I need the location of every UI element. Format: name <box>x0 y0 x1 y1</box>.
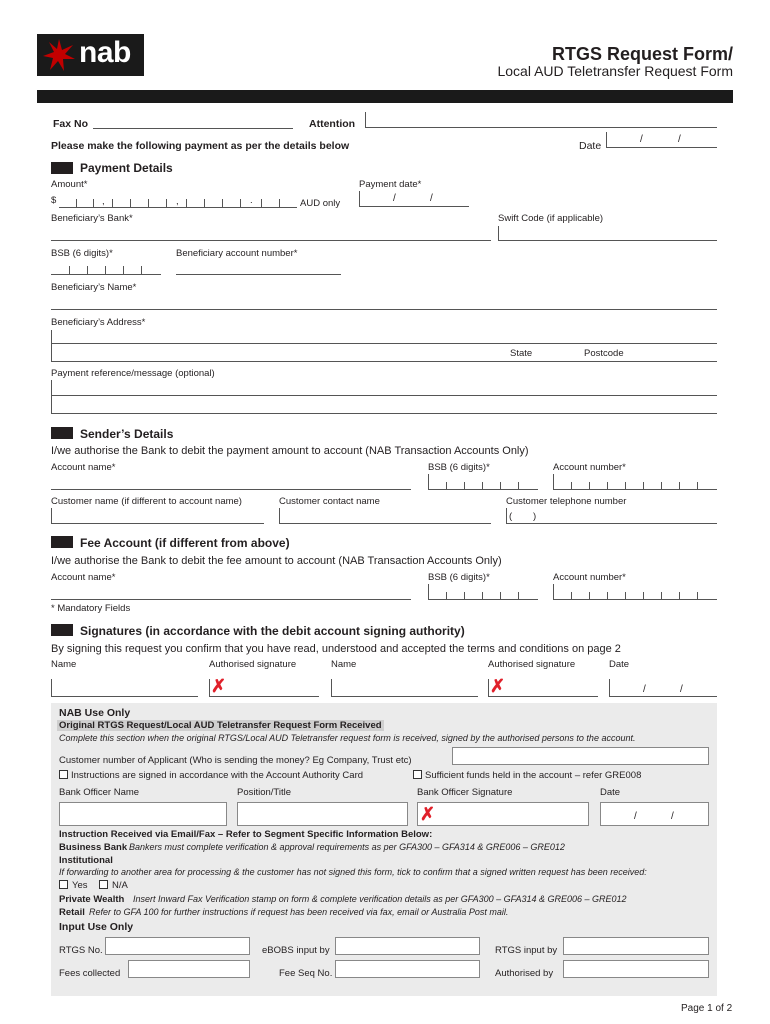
fees-collected-input[interactable] <box>128 960 250 978</box>
retail-label: Retail <box>59 907 85 918</box>
sender-bsb-label: BSB (6 digits)* <box>428 462 490 473</box>
institutional-text: If forwarding to another area for processing & the customer has not signed this form, tick to confirm that a signed written request has been received: <box>59 867 647 877</box>
fee-seq-input[interactable] <box>335 960 480 978</box>
auth-signature-label-1: Authorised signature <box>209 659 297 670</box>
officer-signature-label: Bank Officer Signature <box>417 787 513 798</box>
section-marker <box>51 427 73 439</box>
auth-signature-label-2: Authorised signature <box>488 659 576 670</box>
amount-input[interactable] <box>59 207 297 208</box>
beneficiary-name-input[interactable] <box>51 309 717 310</box>
authorised-by-input[interactable] <box>563 960 709 978</box>
fees-collected-label: Fees collected <box>59 968 121 979</box>
fee-account-name-label: Account name* <box>51 572 116 583</box>
officer-date-label: Date <box>600 787 621 798</box>
swift-label: Swift Code (if applicable) <box>498 213 604 224</box>
reference-label: Payment reference/message (optional) <box>51 368 215 379</box>
telephone-label: Customer telephone number <box>506 496 627 507</box>
business-label: Business Bank <box>59 842 128 853</box>
signature-date-label: Date <box>609 659 630 670</box>
original-note: Complete this section when the original RTGS/Local AUD Teletransfer request form is received, signed by the authorised persons to the account. <box>59 733 636 743</box>
original-heading: Original RTGS Request/Local AUD Teletransfer Request Form Received <box>59 720 382 731</box>
officer-signature-input[interactable] <box>417 802 589 826</box>
attention-label: Attention <box>309 118 356 130</box>
aud-only-label: AUD only <box>300 198 341 209</box>
signatory-name-input-1[interactable] <box>51 679 198 697</box>
sender-bsb-input[interactable] <box>428 474 538 490</box>
signatory-name-label-1: Name <box>51 659 77 670</box>
ebobs-label: eBOBS input by <box>262 945 330 956</box>
email-heading: Instruction Received via Email/Fax – Refer to Segment Specific Information Below: <box>59 829 433 840</box>
beneficiary-bank-label: Beneficiary’s Bank* <box>51 213 133 224</box>
mandatory-note: * Mandatory Fields <box>51 603 131 614</box>
fee-seq-label: Fee Seq No. <box>279 968 333 979</box>
signatory-name-input-2[interactable] <box>331 679 478 697</box>
section-marker <box>51 536 73 548</box>
sign-here-icon: ✗ <box>420 804 436 824</box>
position-label: Position/Title <box>237 787 292 798</box>
postcode-label: Postcode <box>584 348 624 359</box>
rtgs-input-input[interactable] <box>563 937 709 955</box>
date-label: Date <box>579 140 602 152</box>
sender-section-title: Sender’s Details <box>80 427 174 441</box>
customer-name-label: Customer name (if different to account name) <box>51 496 242 507</box>
yes-label: Yes <box>72 880 88 891</box>
amount-label: Amount* <box>51 179 88 190</box>
rtgs-input-label: RTGS input by <box>495 945 558 956</box>
instructions-check-label: Instructions are signed in accordance with the Account Authority Card <box>71 770 364 781</box>
sender-account-number-input[interactable] <box>553 474 717 490</box>
institutional-label: Institutional <box>59 855 113 866</box>
customer-number-input[interactable] <box>452 747 709 765</box>
form-subtitle: Local AUD Teletransfer Request Form <box>497 63 733 79</box>
dollar-sign: $ <box>51 195 57 206</box>
nab-use-title: NAB Use Only <box>59 707 131 719</box>
fee-account-number-label: Account number* <box>553 572 626 583</box>
payment-section-title: Payment Details <box>80 161 173 175</box>
ebobs-input[interactable] <box>335 937 480 955</box>
payment-date-input[interactable] <box>359 191 469 207</box>
input-use-title: Input Use Only <box>59 921 134 933</box>
contact-name-input[interactable] <box>279 508 491 524</box>
customer-name-input[interactable] <box>51 508 264 524</box>
position-input[interactable] <box>237 802 408 826</box>
rtgs-no-label: RTGS No. <box>59 945 103 956</box>
attention-input[interactable] <box>365 112 717 128</box>
section-marker <box>51 162 73 174</box>
telephone-input[interactable] <box>506 508 717 524</box>
customer-number-label: Customer number of Applicant (Who is sending the money? Eg Company, Trust etc) <box>59 755 412 766</box>
funds-checkbox[interactable] <box>413 770 422 779</box>
fee-account-name-input[interactable] <box>51 599 411 600</box>
logo-text: nab <box>79 36 131 69</box>
bsb-label: BSB (6 digits)* <box>51 248 113 259</box>
business-text: Bankers must complete verification & approval requirements as per GFA300 – GFA314 & GRE006 – GRE012 <box>129 842 565 852</box>
sender-account-name-label: Account name* <box>51 462 116 473</box>
sign-here-icon: ✗ <box>211 676 227 696</box>
retail-text: Refer to GFA 100 for further instructions if request has been received via fax, email or Australia Post mail. <box>89 907 509 917</box>
nab-logo <box>37 34 144 76</box>
beneficiary-bank-input[interactable] <box>51 240 491 241</box>
officer-name-label: Bank Officer Name <box>59 787 140 798</box>
reference-input-2[interactable] <box>51 396 717 414</box>
sign-here-icon: ✗ <box>490 676 506 696</box>
private-wealth-text: Insert Inward Fax Verification stamp on form & complete verification details as per GFA300 – GFA314 & GRE006 – GRE012 <box>133 894 627 904</box>
section-marker <box>51 624 73 636</box>
beneficiary-address-label: Beneficiary’s Address* <box>51 317 146 328</box>
fax-input[interactable] <box>93 128 293 129</box>
sender-authorise-text: I/we authorise the Bank to debit the payment amount to account (NAB Transaction Accounts Only) <box>51 445 529 457</box>
swift-input[interactable] <box>498 226 717 241</box>
state-label: State <box>510 348 533 359</box>
beneficiary-account-label: Beneficiary account number* <box>176 248 298 259</box>
beneficiary-account-input[interactable] <box>176 274 341 275</box>
fax-label: Fax No <box>53 118 89 130</box>
officer-date-input[interactable] <box>600 802 709 826</box>
beneficiary-name-label: Beneficiary’s Name* <box>51 282 137 293</box>
na-checkbox[interactable] <box>99 880 108 889</box>
na-label: N/A <box>112 880 128 891</box>
authorised-by-label: Authorised by <box>495 968 554 979</box>
sender-account-number-label: Account number* <box>553 462 626 473</box>
instructions-checkbox[interactable] <box>59 770 68 779</box>
instruction-text: Please make the following payment as per the details below <box>51 140 350 152</box>
signatures-statement: By signing this request you confirm that you have read, understood and accepted the terms and conditions on page 2 <box>51 643 621 655</box>
yes-checkbox[interactable] <box>59 880 68 889</box>
payment-date-label: Payment date* <box>359 179 422 190</box>
reference-input[interactable] <box>51 380 717 396</box>
private-wealth-label: Private Wealth <box>59 894 125 905</box>
signatory-name-label-2: Name <box>331 659 357 670</box>
form-title: RTGS Request Form/ <box>551 44 733 64</box>
bsb-input[interactable] <box>51 274 161 275</box>
fee-authorise-text: I/we authorise the Bank to debit the fee amount to account (NAB Transaction Accounts Only) <box>51 555 502 567</box>
fee-section-title: Fee Account (if different from above) <box>80 536 290 550</box>
rtgs-no-input[interactable] <box>105 937 250 955</box>
fee-bsb-input[interactable] <box>428 584 538 600</box>
star-icon <box>41 37 77 73</box>
page-number: Page 1 of 2 <box>681 1003 733 1014</box>
date-input[interactable] <box>606 132 717 148</box>
funds-check-label: Sufficient funds held in the account – refer GRE008 <box>425 770 642 781</box>
signatures-section-title: Signatures (in accordance with the debit account signing authority) <box>80 624 465 638</box>
signature-date-input[interactable] <box>609 679 717 697</box>
beneficiary-address-input[interactable] <box>51 330 717 344</box>
officer-name-input[interactable] <box>59 802 227 826</box>
contact-name-label: Customer contact name <box>279 496 380 507</box>
fee-bsb-label: BSB (6 digits)* <box>428 572 490 583</box>
header-bar <box>37 90 733 103</box>
sender-account-name-input[interactable] <box>51 489 411 490</box>
fee-account-number-input[interactable] <box>553 584 717 600</box>
